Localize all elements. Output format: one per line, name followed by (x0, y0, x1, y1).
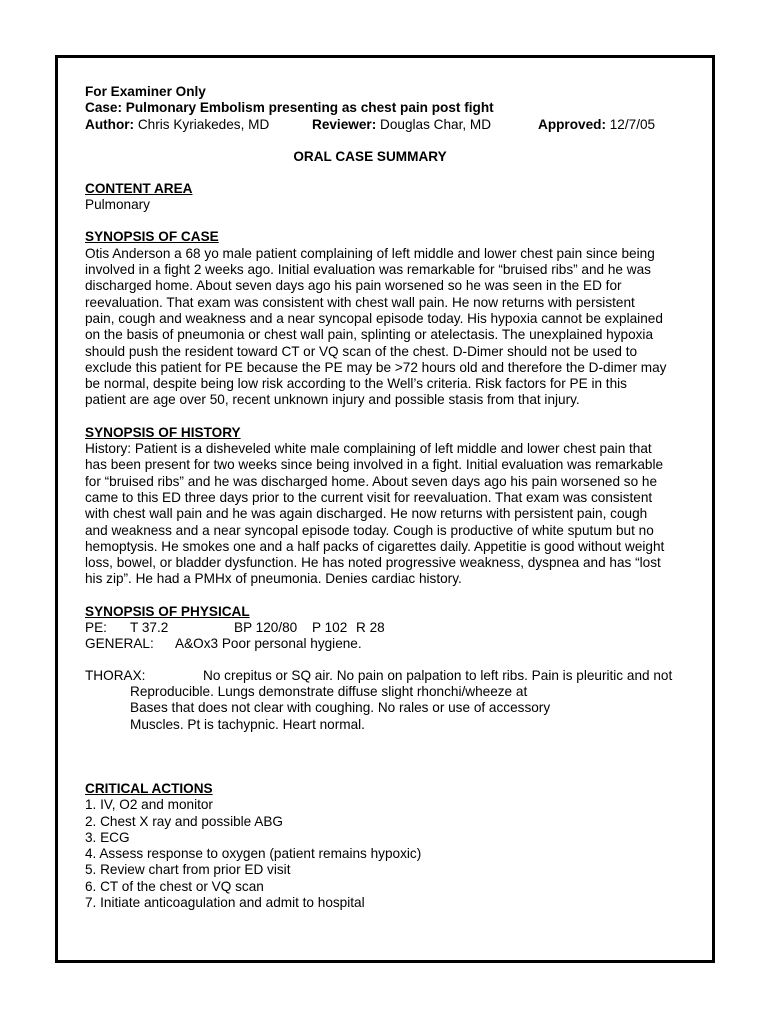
thorax-finding: No crepitus or SQ air. No pain on palpation to left ribs. Pain is pleuritic and not (203, 668, 673, 684)
document-body (85, 84, 685, 911)
synopsis-case-text (85, 246, 685, 409)
approved-date: 12/7/05 (609, 116, 656, 132)
text-line: be normal, despite being low risk according to the Well’s criteria. Risk factors for PE in this (85, 376, 627, 392)
list-item: 4. Assess response to oxygen (patient remains hypoxic) (85, 846, 422, 862)
text-line: involved in a fight 2 weeks ago. Initial evaluation was remarkable for “bruised ribs” and he was (85, 262, 651, 278)
general-finding: A&Ox3 Poor personal hygiene. (175, 636, 362, 652)
pe-label: PE: (85, 620, 107, 636)
text-line: with chest wall pain and he was again discharged. He now returns with persistent pain, cough (85, 506, 648, 522)
list-item: 2. Chest X ray and possible ABG (85, 813, 283, 829)
text-line: Muscles. Pt is tachypnic. Heart normal. (130, 716, 365, 732)
text-line: and weakness and a near syncopal episode today. Cough is productive of white sputum but no (85, 522, 654, 538)
text-line: History: Patient is a disheveled white male complaining of left middle and lower chest pain that (85, 441, 652, 457)
thorax-line (85, 668, 685, 684)
text-line: for “bruised ribs” and he was discharged home. About seven days ago his pain worsened so he (85, 473, 658, 489)
text-line: reevaluation. That exam was consistent with chest wall pain. He now returns with persistent (85, 294, 635, 310)
temperature: T 37.2 (130, 620, 169, 636)
pulse: P 102 (312, 620, 348, 636)
text-line: pain, cough and weakness and a near syncopal episode today. His hypoxia cannot be explained (85, 310, 663, 326)
content-area-value: Pulmonary (85, 197, 150, 213)
synopsis-case-heading: SYNOPSIS OF CASE (85, 229, 219, 245)
text-line: his zip”. He had a PMHx of pneumonia. Denies cardiac history. (85, 571, 462, 587)
author-label: Author: (85, 116, 135, 132)
text-line: hemoptysis. He smokes one and a half packs of cigarettes daily. Appetitie is good without weight (85, 538, 665, 554)
thorax-continuation (85, 684, 685, 733)
synopsis-history-heading: SYNOPSIS OF HISTORY (85, 424, 241, 440)
list-item: 5. Review chart from prior ED visit (85, 862, 291, 878)
author-line (85, 117, 685, 133)
blood-pressure: BP 120/80 (234, 620, 298, 636)
critical-actions-heading: CRITICAL ACTIONS (85, 780, 213, 796)
synopsis-physical-heading: SYNOPSIS OF PHYSICAL (85, 603, 250, 619)
text-line: discharged home. About seven days ago his pain worsened so he was seen in the ED for (85, 278, 622, 294)
list-item: 3. ECG (85, 829, 130, 845)
case-title: Case: Pulmonary Embolism presenting as chest pain post fight (85, 100, 494, 116)
reviewer-field (312, 117, 491, 133)
content-area-heading: CONTENT AREA (85, 180, 193, 196)
list-item: 1. IV, O2 and monitor (85, 797, 213, 813)
text-line: Bases that does not clear with coughing. No rales or use of accessory (130, 700, 551, 716)
author-field (85, 117, 269, 133)
approved-label: Approved: (538, 116, 606, 132)
reviewer-label: Reviewer: (312, 116, 377, 132)
document-title: ORAL CASE SUMMARY (293, 148, 447, 164)
synopsis-history-text (85, 441, 685, 588)
examiner-note: For Examiner Only (85, 84, 206, 99)
general-label: GENERAL: (85, 636, 154, 652)
text-line: patient are age over 50, recent unknown injury and possible stasis from that injury. (85, 392, 580, 408)
vitals-line (85, 620, 685, 636)
text-line: Otis Anderson a 68 yo male patient complaining of left middle and lower chest pain since being (85, 245, 655, 261)
list-item: 6. CT of the chest or VQ scan (85, 878, 264, 894)
approved-field (538, 117, 655, 133)
reviewer-name: Douglas Char, MD (380, 116, 492, 132)
text-line: loss, bowel, or bladder dysfunction. He has noted progressive weakness, dyspnea and has “lost (85, 555, 661, 571)
text-line: on the basis of pneumonia or chest wall pain, splinting or atelectasis. The unexplained hypoxia (85, 327, 654, 343)
text-line: should push the resident toward CT or VQ scan of the chest. D-Dimer should not be used to (85, 343, 638, 359)
respiratory-rate: R 28 (356, 620, 385, 636)
text-line: Reproducible. Lungs demonstrate diffuse slight rhonchi/wheeze at (130, 684, 528, 700)
list-item: 7. Initiate anticoagulation and admit to hospital (85, 894, 365, 910)
thorax-label: THORAX: (85, 668, 146, 684)
text-line: came to this ED three days prior to the current visit for reevaluation. That exam was consistent (85, 489, 653, 505)
general-line (85, 636, 685, 652)
critical-actions-list (85, 797, 685, 911)
text-line: exclude this patient for PE because the PE may be >72 hours old and therefore the D-dimer may (85, 359, 667, 375)
author-name: Chris Kyriakedes, MD (137, 116, 270, 132)
text-line: has been present for two weeks since being involved in a fight. Initial evaluation was remarkable (85, 457, 664, 473)
